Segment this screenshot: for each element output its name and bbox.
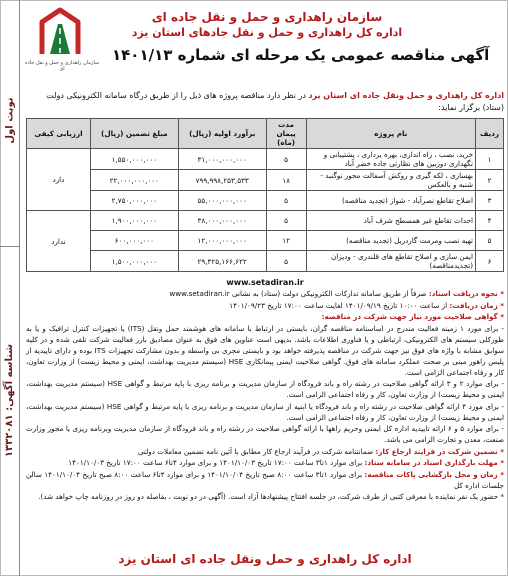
cell-duration: ۱۲ [266, 231, 306, 251]
cell-guarantee: ۲,۷۵۰,۰۰۰,۰۰۰ [90, 191, 178, 211]
cell-project-name: احداث تقاطع غیر همسطح شرف آباد [306, 211, 475, 231]
cell-guarantee: ۱,۵۰۰,۰۰۰,۰۰۰ [90, 251, 178, 272]
cell-guarantee: ۲۲,۰۰۰,۰۰۰,۰۰۰ [90, 170, 178, 191]
note-item: * گواهی صلاحیت مورد نیاز جهت شرکت در مناقصه: [321, 312, 504, 321]
cell-project-name: بهسازی ، لکه گیری و روکش آسفالت محور نوگنبد - شنبه و بالعکس [306, 170, 475, 191]
org-title: سازمان راهداری و حمل و نقل جاده ای [151, 10, 383, 24]
intro-text: در نظر دارد مناقصه پروژه های ذیل را از طریق درگاه سامانه الکترونیکی دولت (ستاد) برگزار نماید: [46, 91, 504, 112]
note-item: * زمان دریافت: از ساعت ۱۰:۰۰ تاریخ ۱۴۰۱/۰۹/۱۹ لغایت ساعت ۱۷:۰۰ تاریخ ۱۴۰۱/۰۹/۲۳ [229, 300, 504, 310]
col-duration: مدت پیمان (ماه) [266, 119, 306, 149]
note-item: * نحوه دریافت اسناد: صرفاً از طریق سامانه تدارکات الکترونیکی دولت (ستاد) به نشانی www.setadiran.ir [169, 289, 504, 298]
cell-row-no: ۵ [476, 231, 504, 251]
cell-project-name: ایمن سازی و اصلاح تقاطع های قلندری - ودیزان (تجدیدمناقصه) [306, 251, 475, 272]
note-item: - برای مورد ۴ ارائه گواهی صلاحیت در رشته راه و باند فرودگاه یا ابنیه از سازمان مدیریت و برنامه ریزی با پایه مرتبط و گواهی HSE (سیستم مدیریت بهداشت، ایمنی و محیط زیست) از وزارت تعاون، کار و رفاه اجتماعی الزامی است. [26, 401, 504, 422]
col-guarantee: مبلغ تضمین (ریال) [90, 119, 178, 149]
footer-org-name: اداره کل راهداری و حمل ونقل جاده ای استان یزد [118, 552, 412, 566]
col-row-no: ردیف [476, 119, 504, 149]
cell-guarantee: ۱,۹۰۰,۰۰۰,۰۰۰ [90, 211, 178, 231]
cell-quality: ندارد [27, 211, 91, 272]
table-row [27, 170, 504, 191]
cell-row-no: ۴ [476, 211, 504, 231]
note-item: * حضور یک نفر نماینده با معرفی کتبی از طرف شرکت، در جلسه افتتاح پیشنهادها آزاد است. (آگهی در دو نوبت ، بفاصله دو روز در روزنامه چاپ خواهد شد). [38, 492, 504, 501]
side-panel: نوبت اول شناسه آگهی: ۱۳۳۲۰۸۱ [0, 0, 20, 576]
note-item: * تضمین شرکت در فرایند ارجاع کار: ضمانتنامه شرکت در فرآیند ارجاع کار مطابق با آئین نامه تضمین معاملات دولتی [137, 446, 504, 456]
site-url: www.setadiran.ir [226, 278, 304, 287]
cell-duration: ۵ [266, 251, 306, 272]
table-row [27, 211, 504, 231]
cell-quality: دارد [27, 149, 91, 211]
cell-estimate: ۲۹,۴۲۵,۱۶۶,۶۲۲ [178, 251, 266, 272]
logo-caption: سازمان راهداری و حمل و نقل جاده ای [24, 60, 100, 72]
cell-guarantee: ۱,۵۵۰,۰۰۰,۰۰۰ [90, 149, 178, 170]
cell-estimate: ۳۱,۰۰۰,۰۰۰,۰۰۰ [178, 149, 266, 170]
cell-estimate: ۱۲,۰۰۰,۰۰۰,۰۰۰ [178, 231, 266, 251]
intro-paragraph [26, 90, 504, 114]
cell-row-no: ۶ [476, 251, 504, 272]
note-item: - برای موارد ۲ و ۳ ارائه گواهی صلاحیت در رشته راه و باند فرودگاه از سازمان مدیریت و برنامه ریزی با پایه مرتبط و گواهی HSE (سیستم مدیریت بهداشت، ایمنی و محیط زیست) از وزارت تعاون، کار و رفاه اجتماعی الزامی است. [26, 379, 505, 399]
note-item: - برای موارد ۵ و ۶ ارائه تاییدیه اداره کل ایمنی وحریم راهها یا ارائه گواهی صلاحیت در رشته راه و باند فرودگاه از سازمان مدیریت وبرنامه ریزی یا مجوز وزارت صنعت، معدن و تجارت الزامی می باشد. [26, 424, 504, 444]
cell-duration: ۵ [266, 149, 306, 170]
cell-row-no: ۳ [476, 191, 504, 211]
note-item: - برای مورد ۱ زمینه فعالیت مندرج در اساسنامه مناقصه گران، بایستی در ارتباط با سامانه های هوشمند حمل ونقل (ITS) یا تجهیزات کنترل ترافیک و یا به طورکلی سیستم های الکترونیکی، ارتباطی و یا فناوری اطلاعات باشد. بدیهی است عناوین های فوق به عنوان مصادیق بارز فعالیت شرکت تلقی شده و در کلیه سوابق مشابه با واژه های فوق نیز جهت شرکت در مناقصه پذیرفته خواهد بود و بایستی مجری بی واسطه و بدون مشارکت تجهیزات ITS بوده و دارای تاییدیه از پلیس راهور مبنی بر صحت عملکرد سامانه های فوق. گواهی صلاحیت ایمنی پیمانکاری HSE (سیستم مدیریت بهداشت، ایمنی و محیط زیست) از وزارت تعاون، کار و رفاه اجتماعی الزامی است. [26, 323, 504, 377]
cell-duration: ۵ [266, 211, 306, 231]
road-org-logo-icon [36, 6, 84, 58]
cell-estimate: ۷۹۹,۹۹۸,۲۵۳,۵۳۳ [178, 170, 266, 191]
table-row [27, 149, 504, 170]
table-row [27, 231, 504, 251]
note-item: * زمان و محل بازگشایی پاکات مناقصه: برای موارد ۱تا۳ ساعت ۸:۰۰ صبح تاریخ ۱۴۰۱/۱۰/۰۴ و برای موارد ۴تا۶ ساعت ۸:۰۰ صبح تاریخ ۱۴۰۱/۱۰/۰۴ سالن جلسات اداره کل [26, 469, 505, 490]
projects-table [26, 118, 504, 272]
cell-row-no: ۱ [476, 149, 504, 170]
cell-project-name: تهیه نصب ومرمت گاردریل (تجدید مناقصه) [306, 231, 475, 251]
table-row [27, 251, 504, 272]
cell-guarantee: ۶۰۰,۰۰۰,۰۰۰ [90, 231, 178, 251]
table-row [27, 191, 504, 211]
col-estimate: برآورد اولیه (ریال) [178, 119, 266, 149]
cell-estimate: ۳۸,۰۰۰,۰۰۰,۰۰۰ [178, 211, 266, 231]
cell-duration: ۵ [266, 191, 306, 211]
col-quality: ارزیابی کیفی [27, 119, 91, 149]
intro-org-name: اداره کل راهداری و حمل ونقل جاده ای استان یزد [308, 91, 504, 100]
table-header-row [27, 119, 504, 149]
dept-title: اداره کل راهداری و حمل و نقل جادهای استان یزد [131, 26, 403, 39]
cell-duration: ۱۸ [266, 170, 306, 191]
notice-title: آگهی مناقصه عمومی یک مرحله ای شماره ۱۴۰۱/۱۳ [112, 46, 490, 64]
cell-estimate: ۵۵,۰۰۰,۰۰۰,۰۰۰ [178, 191, 266, 211]
cell-row-no: ۲ [476, 170, 504, 191]
note-item: * مهلت بارگذاری اسناد در سامانه ستاد: برای موارد ۱تا۳ ساعت ۱۷:۰۰ تاریخ ۱۴۰۱/۱۰/۰۳ و برای موارد ۴تا۶ ساعت ۱۷:۰۰ تاریخ ۱۴۰۱/۱۰/۰۳ [68, 458, 504, 467]
col-project-name: نام پروژه [306, 119, 475, 149]
side-divider [0, 246, 20, 247]
cell-project-name: خرید، نصب ، راه اندازی، بهره برداری ، پشتیبانی و نگهداری دوربین های نظارتی جاده خضر آباد [306, 149, 475, 170]
notice-header [22, 2, 506, 84]
notes-section [26, 288, 504, 503]
cell-project-name: اصلاح تقاطع نصرآباد - شواز (تجدید مناقصه) [306, 191, 475, 211]
